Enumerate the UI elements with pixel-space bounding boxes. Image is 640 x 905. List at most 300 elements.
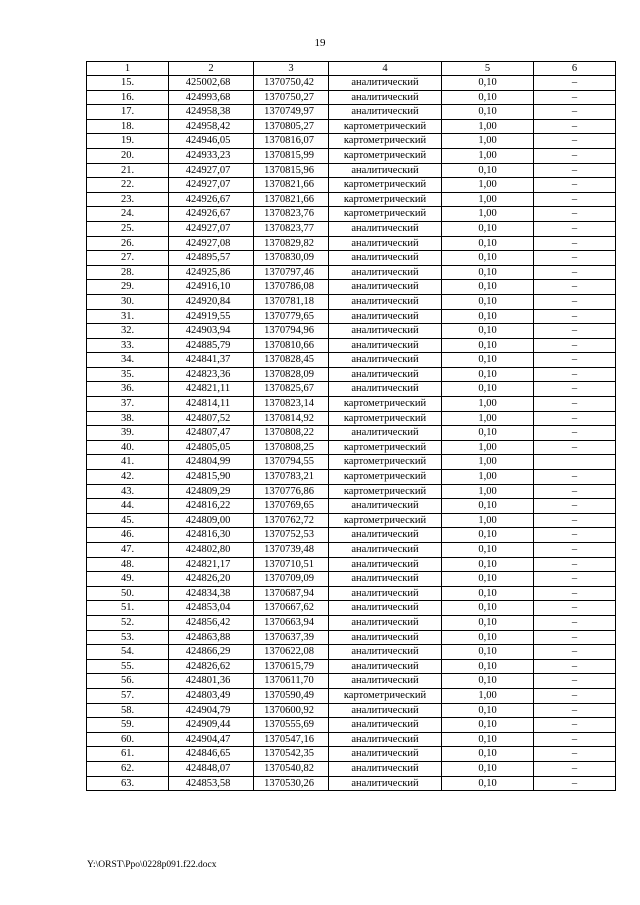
point-number-cell: 37.	[87, 397, 169, 412]
x-coordinate-cell: 424826,62	[169, 659, 254, 674]
method-cell: аналитический	[329, 426, 442, 441]
error-cell: 0,10	[442, 572, 534, 587]
point-number-cell: 38.	[87, 411, 169, 426]
note-cell: –	[534, 338, 616, 353]
y-coordinate-cell: 1370816,07	[254, 134, 329, 149]
y-coordinate-cell: 1370637,39	[254, 630, 329, 645]
table-row	[87, 426, 616, 441]
y-coordinate-cell: 1370797,46	[254, 265, 329, 280]
note-cell: –	[534, 265, 616, 280]
point-number-cell: 50.	[87, 586, 169, 601]
table-row	[87, 718, 616, 733]
error-cell: 1,00	[442, 134, 534, 149]
x-coordinate-cell: 424993,68	[169, 90, 254, 105]
x-coordinate-cell: 424826,20	[169, 572, 254, 587]
method-cell: аналитический	[329, 265, 442, 280]
x-coordinate-cell: 424904,47	[169, 732, 254, 747]
x-coordinate-cell: 424807,47	[169, 426, 254, 441]
note-cell: –	[534, 251, 616, 266]
x-coordinate-cell: 424927,07	[169, 221, 254, 236]
x-coordinate-cell: 424895,57	[169, 251, 254, 266]
error-cell: 1,00	[442, 119, 534, 134]
error-cell: 1,00	[442, 470, 534, 485]
error-cell: 0,10	[442, 426, 534, 441]
point-number-cell: 55.	[87, 659, 169, 674]
table-row	[87, 557, 616, 572]
y-coordinate-cell: 1370749,97	[254, 105, 329, 120]
point-number-cell: 23.	[87, 192, 169, 207]
method-cell: картометрический	[329, 178, 442, 193]
method-cell: аналитический	[329, 615, 442, 630]
point-number-cell: 40.	[87, 440, 169, 455]
point-number-cell: 33.	[87, 338, 169, 353]
error-cell: 1,00	[442, 513, 534, 528]
y-coordinate-cell: 1370805,27	[254, 119, 329, 134]
table-row	[87, 688, 616, 703]
point-number-cell: 34.	[87, 353, 169, 368]
y-coordinate-cell: 1370828,45	[254, 353, 329, 368]
y-coordinate-cell: 1370821,66	[254, 192, 329, 207]
x-coordinate-cell: 424853,04	[169, 601, 254, 616]
table-row	[87, 440, 616, 455]
point-number-cell: 20.	[87, 148, 169, 163]
table-row	[87, 513, 616, 528]
error-cell: 0,10	[442, 528, 534, 543]
point-number-cell: 35.	[87, 367, 169, 382]
table-row	[87, 105, 616, 120]
point-number-cell: 19.	[87, 134, 169, 149]
method-cell: аналитический	[329, 586, 442, 601]
y-coordinate-cell: 1370752,53	[254, 528, 329, 543]
error-cell: 0,10	[442, 280, 534, 295]
note-cell: –	[534, 90, 616, 105]
x-coordinate-cell: 424815,90	[169, 470, 254, 485]
note-cell	[534, 455, 616, 470]
point-number-cell: 21.	[87, 163, 169, 178]
note-cell: –	[534, 543, 616, 558]
point-number-cell: 24.	[87, 207, 169, 222]
method-cell: картометрический	[329, 470, 442, 485]
table-row	[87, 761, 616, 776]
table-row	[87, 90, 616, 105]
x-coordinate-cell: 424927,07	[169, 178, 254, 193]
y-coordinate-cell: 1370823,14	[254, 397, 329, 412]
point-number-cell: 45.	[87, 513, 169, 528]
point-number-cell: 26.	[87, 236, 169, 251]
method-cell: аналитический	[329, 543, 442, 558]
error-cell: 0,10	[442, 586, 534, 601]
column-header: 1	[87, 62, 169, 76]
x-coordinate-cell: 424821,11	[169, 382, 254, 397]
x-coordinate-cell: 424916,10	[169, 280, 254, 295]
x-coordinate-cell: 424885,79	[169, 338, 254, 353]
method-cell: аналитический	[329, 718, 442, 733]
error-cell: 0,10	[442, 630, 534, 645]
table-row	[87, 674, 616, 689]
y-coordinate-cell: 1370829,82	[254, 236, 329, 251]
table-row	[87, 163, 616, 178]
method-cell: картометрический	[329, 148, 442, 163]
point-number-cell: 46.	[87, 528, 169, 543]
table-row	[87, 251, 616, 266]
point-number-cell: 62.	[87, 761, 169, 776]
x-coordinate-cell: 424927,08	[169, 236, 254, 251]
y-coordinate-cell: 1370750,42	[254, 76, 329, 91]
table-row	[87, 134, 616, 149]
x-coordinate-cell: 424848,07	[169, 761, 254, 776]
y-coordinate-cell: 1370814,92	[254, 411, 329, 426]
note-cell: –	[534, 76, 616, 91]
x-coordinate-cell: 424807,52	[169, 411, 254, 426]
error-cell: 0,10	[442, 645, 534, 660]
error-cell: 1,00	[442, 178, 534, 193]
x-coordinate-cell: 424809,29	[169, 484, 254, 499]
method-cell: аналитический	[329, 280, 442, 295]
note-cell: –	[534, 688, 616, 703]
method-cell: аналитический	[329, 221, 442, 236]
point-number-cell: 57.	[87, 688, 169, 703]
method-cell: картометрический	[329, 207, 442, 222]
method-cell: аналитический	[329, 674, 442, 689]
point-number-cell: 39.	[87, 426, 169, 441]
note-cell: –	[534, 659, 616, 674]
point-number-cell: 25.	[87, 221, 169, 236]
error-cell: 0,10	[442, 615, 534, 630]
note-cell: –	[534, 163, 616, 178]
y-coordinate-cell: 1370810,66	[254, 338, 329, 353]
coordinates-table	[86, 61, 616, 791]
note-cell: –	[534, 280, 616, 295]
error-cell: 0,10	[442, 236, 534, 251]
point-number-cell: 31.	[87, 309, 169, 324]
error-cell: 1,00	[442, 397, 534, 412]
error-cell: 0,10	[442, 367, 534, 382]
table-body	[87, 62, 616, 791]
note-cell: –	[534, 134, 616, 149]
y-coordinate-cell: 1370794,96	[254, 324, 329, 339]
error-cell: 0,10	[442, 557, 534, 572]
y-coordinate-cell: 1370547,16	[254, 732, 329, 747]
y-coordinate-cell: 1370783,21	[254, 470, 329, 485]
note-cell: –	[534, 324, 616, 339]
error-cell: 1,00	[442, 440, 534, 455]
x-coordinate-cell: 424804,99	[169, 455, 254, 470]
note-cell: –	[534, 732, 616, 747]
table-row	[87, 294, 616, 309]
point-number-cell: 28.	[87, 265, 169, 280]
x-coordinate-cell: 424853,58	[169, 776, 254, 791]
x-coordinate-cell: 425002,68	[169, 76, 254, 91]
method-cell: аналитический	[329, 761, 442, 776]
point-number-cell: 53.	[87, 630, 169, 645]
y-coordinate-cell: 1370667,62	[254, 601, 329, 616]
table-row	[87, 470, 616, 485]
table-row	[87, 207, 616, 222]
note-cell: –	[534, 470, 616, 485]
error-cell: 1,00	[442, 207, 534, 222]
table-row	[87, 776, 616, 791]
error-cell: 0,10	[442, 776, 534, 791]
x-coordinate-cell: 424925,86	[169, 265, 254, 280]
error-cell: 0,10	[442, 265, 534, 280]
method-cell: аналитический	[329, 90, 442, 105]
table-row	[87, 76, 616, 91]
method-cell: картометрический	[329, 192, 442, 207]
method-cell: картометрический	[329, 440, 442, 455]
method-cell: аналитический	[329, 732, 442, 747]
point-number-cell: 18.	[87, 119, 169, 134]
error-cell: 0,10	[442, 747, 534, 762]
point-number-cell: 36.	[87, 382, 169, 397]
table-row	[87, 236, 616, 251]
y-coordinate-cell: 1370825,67	[254, 382, 329, 397]
point-number-cell: 63.	[87, 776, 169, 791]
y-coordinate-cell: 1370821,66	[254, 178, 329, 193]
table-row	[87, 499, 616, 514]
point-number-cell: 52.	[87, 615, 169, 630]
method-cell: аналитический	[329, 367, 442, 382]
table-row	[87, 732, 616, 747]
note-cell: –	[534, 761, 616, 776]
error-cell: 1,00	[442, 688, 534, 703]
table-row	[87, 178, 616, 193]
method-cell: аналитический	[329, 324, 442, 339]
y-coordinate-cell: 1370622,08	[254, 645, 329, 660]
table-row	[87, 280, 616, 295]
point-number-cell: 17.	[87, 105, 169, 120]
point-number-cell: 43.	[87, 484, 169, 499]
error-cell: 1,00	[442, 411, 534, 426]
point-number-cell: 51.	[87, 601, 169, 616]
y-coordinate-cell: 1370808,22	[254, 426, 329, 441]
column-header: 5	[442, 62, 534, 76]
table-row	[87, 119, 616, 134]
point-number-cell: 42.	[87, 470, 169, 485]
table-row	[87, 309, 616, 324]
note-cell: –	[534, 178, 616, 193]
table-row	[87, 338, 616, 353]
error-cell: 0,10	[442, 499, 534, 514]
method-cell: картометрический	[329, 397, 442, 412]
method-cell: картометрический	[329, 484, 442, 499]
method-cell: аналитический	[329, 776, 442, 791]
note-cell: –	[534, 674, 616, 689]
y-coordinate-cell: 1370781,18	[254, 294, 329, 309]
table-row	[87, 455, 616, 470]
note-cell: –	[534, 440, 616, 455]
y-coordinate-cell: 1370739,48	[254, 543, 329, 558]
error-cell: 0,10	[442, 338, 534, 353]
error-cell: 1,00	[442, 455, 534, 470]
y-coordinate-cell: 1370815,99	[254, 148, 329, 163]
table-row	[87, 645, 616, 660]
note-cell: –	[534, 645, 616, 660]
note-cell: –	[534, 776, 616, 791]
y-coordinate-cell: 1370794,55	[254, 455, 329, 470]
note-cell: –	[534, 192, 616, 207]
error-cell: 0,10	[442, 659, 534, 674]
note-cell: –	[534, 630, 616, 645]
error-cell: 0,10	[442, 90, 534, 105]
method-cell: картометрический	[329, 119, 442, 134]
y-coordinate-cell: 1370709,09	[254, 572, 329, 587]
x-coordinate-cell: 424919,55	[169, 309, 254, 324]
method-cell: аналитический	[329, 601, 442, 616]
note-cell: –	[534, 572, 616, 587]
point-number-cell: 60.	[87, 732, 169, 747]
point-number-cell: 41.	[87, 455, 169, 470]
x-coordinate-cell: 424834,38	[169, 586, 254, 601]
error-cell: 0,10	[442, 718, 534, 733]
table-row	[87, 601, 616, 616]
point-number-cell: 59.	[87, 718, 169, 733]
method-cell: картометрический	[329, 688, 442, 703]
x-coordinate-cell: 424958,42	[169, 119, 254, 134]
method-cell: аналитический	[329, 251, 442, 266]
note-cell: –	[534, 221, 616, 236]
method-cell: аналитический	[329, 309, 442, 324]
table-row	[87, 353, 616, 368]
x-coordinate-cell: 424823,36	[169, 367, 254, 382]
x-coordinate-cell: 424927,07	[169, 163, 254, 178]
y-coordinate-cell: 1370823,77	[254, 221, 329, 236]
point-number-cell: 16.	[87, 90, 169, 105]
error-cell: 0,10	[442, 601, 534, 616]
note-cell: –	[534, 557, 616, 572]
x-coordinate-cell: 424903,94	[169, 324, 254, 339]
table-row	[87, 148, 616, 163]
y-coordinate-cell: 1370779,65	[254, 309, 329, 324]
note-cell: –	[534, 703, 616, 718]
point-number-cell: 58.	[87, 703, 169, 718]
error-cell: 0,10	[442, 703, 534, 718]
method-cell: аналитический	[329, 353, 442, 368]
note-cell: –	[534, 353, 616, 368]
note-cell: –	[534, 411, 616, 426]
note-cell: –	[534, 615, 616, 630]
error-cell: 0,10	[442, 732, 534, 747]
y-coordinate-cell: 1370776,86	[254, 484, 329, 499]
note-cell: –	[534, 294, 616, 309]
y-coordinate-cell: 1370590,49	[254, 688, 329, 703]
method-cell: картометрический	[329, 455, 442, 470]
y-coordinate-cell: 1370830,09	[254, 251, 329, 266]
note-cell: –	[534, 382, 616, 397]
x-coordinate-cell: 424856,42	[169, 615, 254, 630]
method-cell: аналитический	[329, 76, 442, 91]
column-header: 3	[254, 62, 329, 76]
method-cell: аналитический	[329, 645, 442, 660]
y-coordinate-cell: 1370600,92	[254, 703, 329, 718]
method-cell: аналитический	[329, 528, 442, 543]
y-coordinate-cell: 1370823,76	[254, 207, 329, 222]
error-cell: 0,10	[442, 309, 534, 324]
error-cell: 0,10	[442, 761, 534, 776]
point-number-cell: 32.	[87, 324, 169, 339]
point-number-cell: 30.	[87, 294, 169, 309]
table-row	[87, 586, 616, 601]
note-cell: –	[534, 367, 616, 382]
x-coordinate-cell: 424920,84	[169, 294, 254, 309]
table-row	[87, 411, 616, 426]
note-cell: –	[534, 236, 616, 251]
x-coordinate-cell: 424926,67	[169, 192, 254, 207]
error-cell: 0,10	[442, 294, 534, 309]
method-cell: картометрический	[329, 134, 442, 149]
note-cell: –	[534, 397, 616, 412]
point-number-cell: 47.	[87, 543, 169, 558]
x-coordinate-cell: 424803,49	[169, 688, 254, 703]
x-coordinate-cell: 424866,29	[169, 645, 254, 660]
error-cell: 1,00	[442, 484, 534, 499]
y-coordinate-cell: 1370663,94	[254, 615, 329, 630]
point-number-cell: 49.	[87, 572, 169, 587]
y-coordinate-cell: 1370828,09	[254, 367, 329, 382]
method-cell: аналитический	[329, 572, 442, 587]
y-coordinate-cell: 1370530,26	[254, 776, 329, 791]
error-cell: 0,10	[442, 324, 534, 339]
table-row	[87, 747, 616, 762]
y-coordinate-cell: 1370540,82	[254, 761, 329, 776]
note-cell: –	[534, 119, 616, 134]
error-cell: 0,10	[442, 674, 534, 689]
table-row	[87, 367, 616, 382]
point-number-cell: 15.	[87, 76, 169, 91]
error-cell: 1,00	[442, 148, 534, 163]
table-header-row	[87, 62, 616, 76]
y-coordinate-cell: 1370762,72	[254, 513, 329, 528]
note-cell: –	[534, 426, 616, 441]
method-cell: аналитический	[329, 747, 442, 762]
note-cell: –	[534, 601, 616, 616]
file-path-footer: Y:\ORST\Ppo\0228p091.f22.docx	[87, 860, 217, 870]
table-row	[87, 528, 616, 543]
x-coordinate-cell: 424946,05	[169, 134, 254, 149]
note-cell: –	[534, 484, 616, 499]
x-coordinate-cell: 424802,80	[169, 543, 254, 558]
note-cell: –	[534, 105, 616, 120]
method-cell: аналитический	[329, 338, 442, 353]
x-coordinate-cell: 424801,36	[169, 674, 254, 689]
error-cell: 0,10	[442, 221, 534, 236]
note-cell: –	[534, 528, 616, 543]
method-cell: аналитический	[329, 236, 442, 251]
y-coordinate-cell: 1370611,70	[254, 674, 329, 689]
note-cell: –	[534, 148, 616, 163]
error-cell: 0,10	[442, 76, 534, 91]
note-cell: –	[534, 747, 616, 762]
note-cell: –	[534, 499, 616, 514]
x-coordinate-cell: 424904,79	[169, 703, 254, 718]
error-cell: 0,10	[442, 251, 534, 266]
point-number-cell: 27.	[87, 251, 169, 266]
method-cell: аналитический	[329, 557, 442, 572]
table-row	[87, 543, 616, 558]
table-row	[87, 572, 616, 587]
y-coordinate-cell: 1370786,08	[254, 280, 329, 295]
error-cell: 0,10	[442, 382, 534, 397]
error-cell: 0,10	[442, 105, 534, 120]
x-coordinate-cell: 424814,11	[169, 397, 254, 412]
column-header: 4	[329, 62, 442, 76]
y-coordinate-cell: 1370687,94	[254, 586, 329, 601]
error-cell: 0,10	[442, 163, 534, 178]
method-cell: аналитический	[329, 163, 442, 178]
y-coordinate-cell: 1370750,27	[254, 90, 329, 105]
x-coordinate-cell: 424816,22	[169, 499, 254, 514]
point-number-cell: 29.	[87, 280, 169, 295]
table-row	[87, 659, 616, 674]
